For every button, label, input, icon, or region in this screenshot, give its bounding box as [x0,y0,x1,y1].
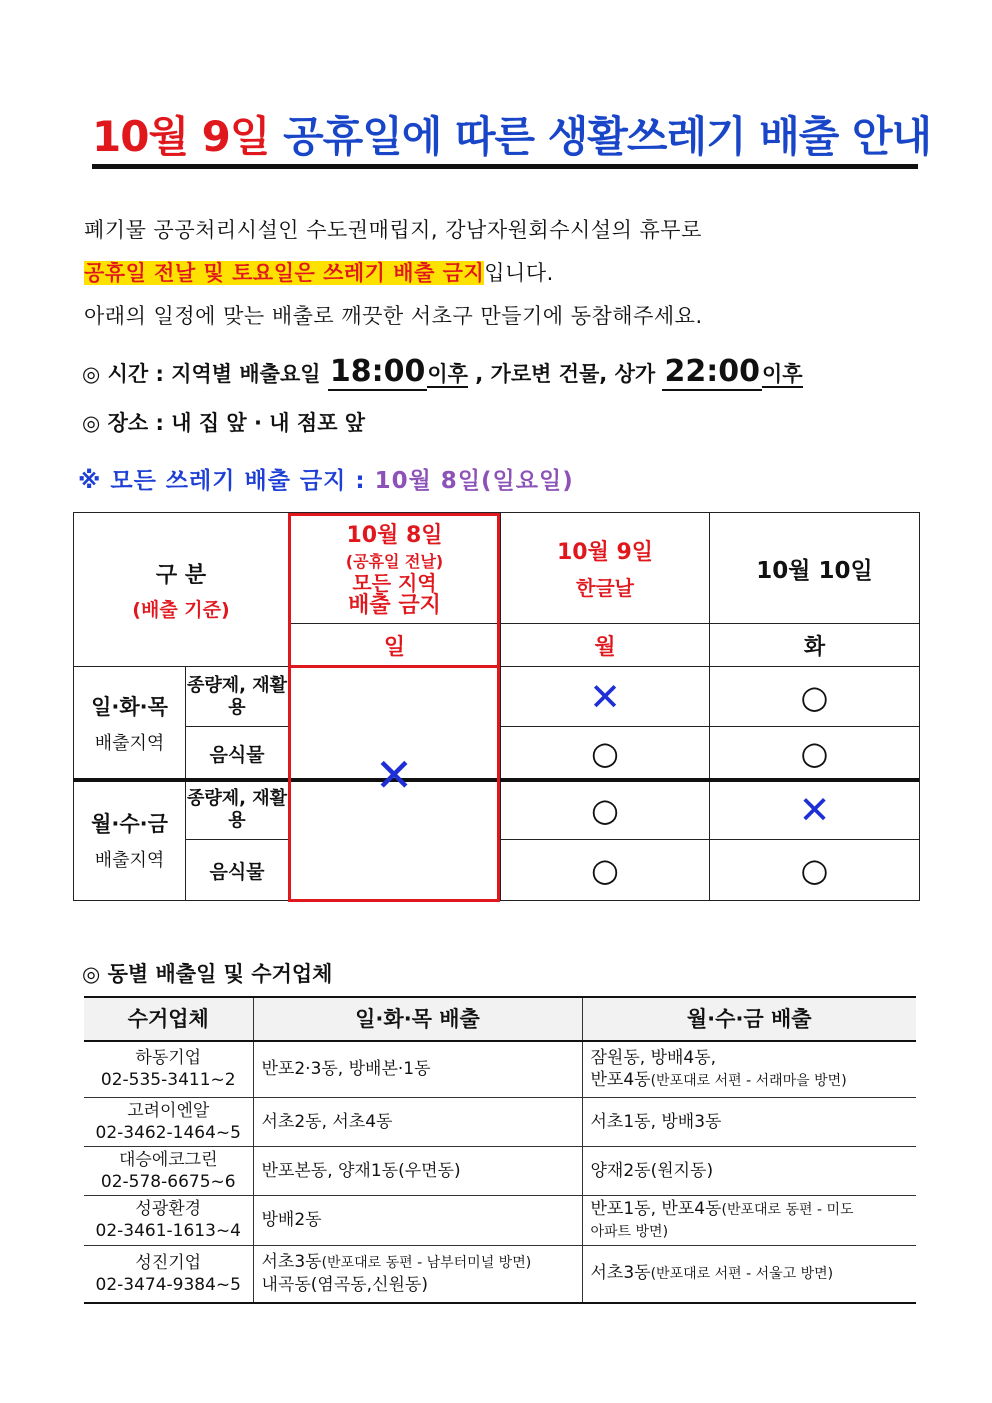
companies-table [84,996,916,1304]
table-row [84,1097,916,1146]
sunday-header-divider [288,665,500,668]
time-prefix: ◎ 시간 : 지역별 배출요일 [82,362,321,386]
col3-day: 화 [710,624,920,667]
col1-note: (공휴일 전날) [345,552,444,571]
header-company: 수거업체 [84,997,253,1041]
group-1-name: 일·화·목 [91,695,168,719]
header-sun: 일·화·목 배출 [253,997,582,1041]
mon-note: (반포대로 서편 - 서울고 방면) [650,1266,834,1283]
company-phone: 02-578-6675~6 [100,1171,236,1192]
companies-title: ◎ 동별 배출일 및 수거업체 [82,962,333,986]
col2-note: 한글날 [576,576,634,600]
mon-areas: 반포1동, 반포4동 [590,1198,722,1219]
company-phone: 02-3462-1464~5 [95,1122,241,1143]
company-phone: 02-535-3411~2 [100,1070,236,1091]
sun-areas: 서초2동, 서초4동 [253,1097,582,1146]
warning-text: ※ 모든 쓰레기 배출 금지 : [78,468,366,494]
company-phone: 02-3461-1613~4 [95,1221,241,1241]
col2-header [501,513,710,624]
mon-areas: 양재2동(원지동) [582,1146,916,1195]
category-label: 구 분 [155,562,207,588]
col2-date: 10월 9일 [556,540,654,565]
company-name: 고려이엔알 [127,1100,210,1121]
schedule-table [73,512,920,901]
intro-line-1: 폐기물 공공처리시설인 수도권매립지, 강남자원회수시설의 휴무로 [84,218,702,242]
cell-mark: ○ [501,780,710,840]
mon-note: 아파트 방면) [590,1223,669,1240]
category-sub: (배출 기준) [132,598,230,621]
row-type: 종량제, 재활용 [186,667,289,727]
intro-line-2-rest: 입니다. [484,261,554,285]
time-after-2: 이후 [761,362,803,386]
time-line [82,354,803,389]
col3-date: 10월 10일 [710,513,920,624]
company-phone: 02-3474-9384~5 [95,1274,241,1295]
col1-ban1: 모든 지역 [352,571,437,595]
warning-line [78,462,574,495]
mon-areas: 반포4동 [590,1069,651,1090]
warning-date: 10월 8일(일요일) [374,468,574,494]
cell-mark: ○ [501,840,710,901]
title-underline [92,164,918,169]
table-row [84,1245,916,1303]
time-after-1: 이후 [427,362,468,386]
group-1-cell [74,667,186,780]
row-type: 음식물 [186,727,289,780]
sunday-ban-mark: ✕ [374,748,414,802]
header-mon: 월·수·금 배출 [582,997,916,1041]
title-text: 공휴일에 따른 생활쓰레기 배출 안내 [283,112,932,161]
cell-mark: ○ [501,727,710,780]
group-1-sub: 배출지역 [94,733,165,754]
group-2-sub: 배출지역 [94,850,165,871]
col1-ban2: 배출 금지 [348,593,441,618]
page-title [92,108,932,166]
sun-areas: 반포2·3동, 방배본·1동 [253,1041,582,1097]
mon-note: (반포대로 동편 - 미도 [721,1201,854,1218]
row-type: 음식물 [186,840,289,901]
sun-areas: 반포본동, 양재1동(우면동) [253,1146,582,1195]
intro-highlight-b: 은 쓰레기 배출 금지 [294,261,485,285]
cell-mark: ○ [710,840,920,901]
sun-areas: 서초3동 [261,1252,322,1273]
company-name: 성광환경 [135,1199,202,1219]
company-name: 대승에코그린 [118,1149,218,1170]
place-line: ◎ 장소 : 내 집 앞 · 내 점포 앞 [82,411,366,435]
time-middle: , 가로변 건물, 상가 [475,362,656,386]
row-type: 종량제, 재활용 [186,780,289,840]
table-row [84,1041,916,1097]
cell-mark: ✕ [501,667,710,727]
title-date: 10월 9일 [92,112,270,161]
col1-day: 일 [289,624,501,667]
sun-areas: 방배2동 [253,1195,582,1245]
group-2-cell [74,780,186,901]
col2-day: 월 [501,624,710,667]
col1-header [289,513,501,624]
category-header [74,513,289,667]
mon-areas: 잠원동, 방배4동, [590,1047,717,1068]
company-name: 성진기업 [135,1252,202,1273]
intro-line-2 [84,257,554,287]
mon-areas: 서초1동, 방배3동 [582,1097,916,1146]
sun-areas: 내곡동(염곡동,신원동) [261,1275,428,1296]
group-2-name: 월·수·금 [91,812,168,836]
col1-date: 10월 8일 [346,523,443,548]
table-row [84,1146,916,1195]
sun-note: (반포대로 동편 - 남부터미널 방면) [321,1255,532,1272]
cell-mark: ○ [710,667,920,727]
mon-areas: 서초3동 [590,1263,651,1284]
cell-mark: ✕ [710,780,920,840]
table-row [84,1195,916,1245]
intro-highlight-a: 공휴일 전날 및 토요일 [84,261,295,285]
time-18: 18:00 [329,354,426,389]
cell-mark: ○ [710,727,920,780]
intro-line-3: 아래의 일정에 맞는 배출로 깨끗한 서초구 만들기에 동참해주세요. [84,304,703,328]
time-22: 22:00 [664,354,760,389]
mon-note: (반포대로 서편 - 서래마을 방면) [650,1072,847,1089]
company-name: 하동기업 [135,1048,202,1069]
